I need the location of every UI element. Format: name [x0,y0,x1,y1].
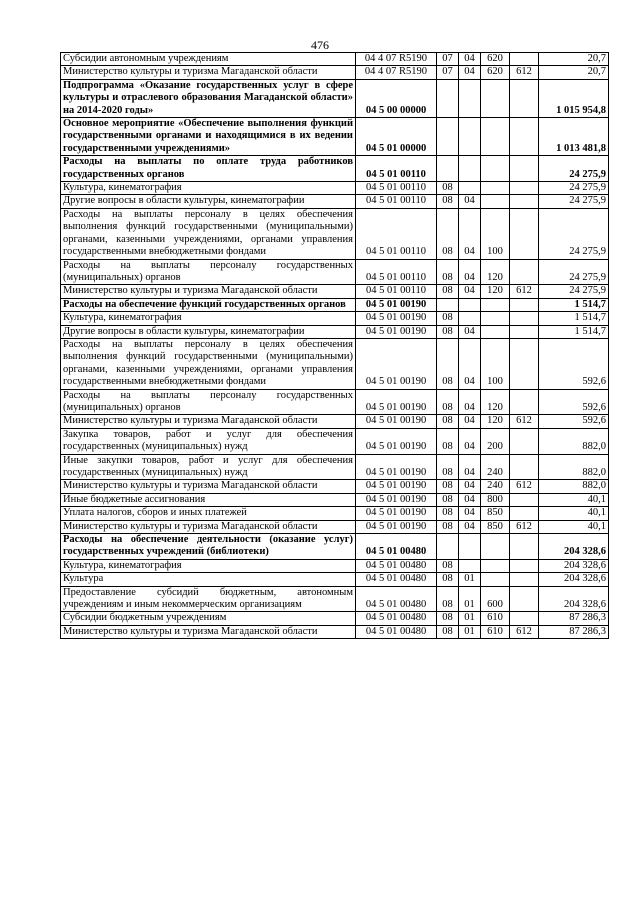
row-name-cell: Расходы на выплаты персоналу в целях обеспечения выполнения функций государственными (муниципальными) органами, казенными учреждениями, органами управления государственными внебюджетными фондами [61,338,356,389]
row-expense-type-cell: 240 [481,480,510,493]
row-expense-type-cell: 600 [481,586,510,612]
row-sum-cell: 24 275,9 [539,285,609,298]
table-row [61,259,609,285]
row-section-cell [437,79,459,117]
row-admin-cell [510,559,539,572]
row-subsection-cell: 04 [459,480,481,493]
row-name-cell: Основное мероприятие «Обеспечение выполнения функций государственными органами и находящимися в их ведении государственными учреждениями» [61,118,356,156]
row-expense-type-cell [481,156,510,182]
row-sum-cell: 204 328,6 [539,573,609,586]
row-csr-cell: 04 5 01 00190 [356,389,437,415]
row-subsection-cell [459,182,481,195]
row-section-cell: 08 [437,208,459,259]
row-subsection-cell [459,79,481,117]
row-csr-cell: 04 5 01 00110 [356,182,437,195]
row-csr-cell: 04 5 01 00190 [356,428,437,454]
row-expense-type-cell: 100 [481,208,510,259]
row-name-cell: Субсидии бюджетным учреждениям [61,612,356,625]
row-subsection-cell: 04 [459,285,481,298]
row-subsection-cell [459,559,481,572]
row-name-cell: Культура [61,573,356,586]
table-row [61,118,609,156]
row-admin-cell: 612 [510,520,539,533]
row-admin-cell: 612 [510,480,539,493]
row-sum-cell: 20,7 [539,53,609,66]
row-expense-type-cell: 850 [481,520,510,533]
row-name-cell: Расходы на выплаты по оплате труда работников государственных органов [61,156,356,182]
table-row [61,586,609,612]
row-name-cell: Культура, кинематография [61,312,356,325]
row-expense-type-cell [481,195,510,208]
table-row [61,534,609,560]
row-admin-cell [510,182,539,195]
row-expense-type-cell: 620 [481,66,510,79]
row-name-cell: Министерство культуры и туризма Магаданской области [61,285,356,298]
table-row [61,625,609,638]
row-sum-cell: 1 015 954,8 [539,79,609,117]
row-sum-cell: 1 514,7 [539,325,609,338]
table-row [61,338,609,389]
row-expense-type-cell: 200 [481,428,510,454]
row-expense-type-cell: 120 [481,259,510,285]
row-name-cell: Министерство культуры и туризма Магаданской области [61,480,356,493]
table-row [61,285,609,298]
row-admin-cell [510,325,539,338]
row-expense-type-cell [481,312,510,325]
budget-table [60,52,609,639]
row-csr-cell: 04 5 01 00480 [356,559,437,572]
row-sum-cell: 40,1 [539,507,609,520]
row-expense-type-cell [481,573,510,586]
row-subsection-cell: 01 [459,586,481,612]
row-section-cell: 08 [437,480,459,493]
row-section-cell: 08 [437,428,459,454]
row-admin-cell [510,586,539,612]
row-admin-cell [510,312,539,325]
row-section-cell: 07 [437,66,459,79]
row-admin-cell [510,298,539,311]
row-section-cell: 08 [437,259,459,285]
row-sum-cell: 24 275,9 [539,156,609,182]
row-admin-cell [510,208,539,259]
budget-table-body [61,53,609,639]
row-section-cell: 08 [437,573,459,586]
row-name-cell: Иные закупки товаров, работ и услуг для обеспечения государственных (муниципальных) нужд [61,454,356,480]
row-name-cell: Подпрограмма «Оказание государственных услуг в сфере культуры и отраслевого образования Магаданской области» на 2014-2020 годы» [61,79,356,117]
row-section-cell: 08 [437,415,459,428]
row-section-cell: 07 [437,53,459,66]
row-subsection-cell: 04 [459,53,481,66]
row-sum-cell: 882,0 [539,428,609,454]
row-csr-cell: 04 5 01 00480 [356,586,437,612]
row-csr-cell: 04 4 07 R5190 [356,53,437,66]
row-expense-type-cell: 610 [481,612,510,625]
row-csr-cell: 04 5 01 00480 [356,625,437,638]
row-name-cell: Другие вопросы в области культуры, кинематографии [61,325,356,338]
row-sum-cell: 40,1 [539,520,609,533]
row-sum-cell: 592,6 [539,338,609,389]
table-row [61,454,609,480]
row-admin-cell: 612 [510,415,539,428]
table-row [61,559,609,572]
row-subsection-cell [459,534,481,560]
row-sum-cell: 882,0 [539,454,609,480]
table-row [61,195,609,208]
row-expense-type-cell: 120 [481,415,510,428]
row-subsection-cell: 04 [459,325,481,338]
row-expense-type-cell [481,298,510,311]
row-name-cell: Расходы на выплаты персоналу в целях обеспечения выполнения функций государственными (муниципальными) органами, казенными учреждениями, органами управления государственными внебюджетными фондами [61,208,356,259]
row-expense-type-cell [481,79,510,117]
row-section-cell [437,118,459,156]
row-section-cell: 08 [437,195,459,208]
row-expense-type-cell: 850 [481,507,510,520]
page-number: 476 [311,38,329,52]
row-name-cell: Расходы на обеспечение деятельности (оказание услуг) государственных учреждений (библиотеки) [61,534,356,560]
table-row [61,389,609,415]
row-admin-cell: 612 [510,625,539,638]
row-csr-cell: 04 5 01 00000 [356,118,437,156]
row-name-cell: Культура, кинематография [61,559,356,572]
row-name-cell: Министерство культуры и туризма Магаданской области [61,415,356,428]
row-section-cell [437,534,459,560]
row-subsection-cell [459,156,481,182]
row-admin-cell [510,612,539,625]
table-row [61,325,609,338]
table-row [61,312,609,325]
table-row [61,208,609,259]
row-section-cell: 08 [437,325,459,338]
row-csr-cell: 04 5 01 00480 [356,534,437,560]
row-name-cell: Предоставление субсидий бюджетным, автономным учреждениям и иным некоммерческим организациям [61,586,356,612]
row-sum-cell: 1 514,7 [539,298,609,311]
table-row [61,507,609,520]
table-row [61,79,609,117]
row-sum-cell: 204 328,6 [539,534,609,560]
table-row [61,573,609,586]
row-sum-cell: 24 275,9 [539,208,609,259]
row-admin-cell [510,454,539,480]
row-csr-cell: 04 5 01 00190 [356,415,437,428]
row-csr-cell: 04 5 01 00190 [356,507,437,520]
table-row [61,53,609,66]
row-csr-cell: 04 5 00 00000 [356,79,437,117]
row-section-cell: 08 [437,625,459,638]
table-row [61,428,609,454]
row-section-cell [437,156,459,182]
row-section-cell: 08 [437,338,459,389]
row-admin-cell: 612 [510,285,539,298]
row-subsection-cell: 04 [459,338,481,389]
row-admin-cell: 612 [510,66,539,79]
row-subsection-cell: 04 [459,520,481,533]
row-admin-cell [510,338,539,389]
row-subsection-cell: 04 [459,389,481,415]
row-csr-cell: 04 5 01 00190 [356,312,437,325]
row-subsection-cell: 04 [459,259,481,285]
table-row [61,156,609,182]
table-row [61,415,609,428]
row-admin-cell [510,79,539,117]
row-csr-cell: 04 5 01 00190 [356,480,437,493]
row-name-cell: Министерство культуры и туризма Магаданской области [61,520,356,533]
row-csr-cell: 04 5 01 00110 [356,156,437,182]
row-expense-type-cell [481,534,510,560]
row-csr-cell: 04 5 01 00190 [356,298,437,311]
row-csr-cell: 04 5 01 00110 [356,285,437,298]
row-name-cell: Расходы на выплаты персоналу государственных (муниципальных) органов [61,389,356,415]
table-row [61,520,609,533]
row-csr-cell: 04 5 01 00190 [356,325,437,338]
row-expense-type-cell [481,118,510,156]
row-csr-cell: 04 5 01 00480 [356,612,437,625]
row-admin-cell [510,389,539,415]
row-expense-type-cell: 800 [481,493,510,506]
row-name-cell: Культура, кинематография [61,182,356,195]
row-subsection-cell: 04 [459,507,481,520]
row-expense-type-cell: 120 [481,389,510,415]
row-subsection-cell: 01 [459,625,481,638]
row-admin-cell [510,493,539,506]
row-sum-cell: 204 328,6 [539,559,609,572]
row-admin-cell [510,118,539,156]
row-section-cell: 08 [437,493,459,506]
row-admin-cell [510,195,539,208]
row-name-cell: Другие вопросы в области культуры, кинематографии [61,195,356,208]
row-csr-cell: 04 5 01 00110 [356,208,437,259]
row-section-cell: 08 [437,182,459,195]
row-sum-cell: 87 286,3 [539,612,609,625]
row-admin-cell [510,573,539,586]
row-name-cell: Расходы на выплаты персоналу государственных (муниципальных) органов [61,259,356,285]
row-subsection-cell: 04 [459,208,481,259]
row-subsection-cell: 04 [459,454,481,480]
row-section-cell [437,298,459,311]
table-row [61,480,609,493]
row-sum-cell: 40,1 [539,493,609,506]
row-subsection-cell: 04 [459,66,481,79]
row-csr-cell: 04 5 01 00190 [356,338,437,389]
row-section-cell: 08 [437,559,459,572]
row-sum-cell: 592,6 [539,389,609,415]
row-sum-cell: 1 514,7 [539,312,609,325]
row-sum-cell: 882,0 [539,480,609,493]
row-sum-cell: 87 286,3 [539,625,609,638]
row-csr-cell: 04 5 01 00110 [356,195,437,208]
row-sum-cell: 592,6 [539,415,609,428]
row-csr-cell: 04 5 01 00190 [356,454,437,480]
row-sum-cell: 24 275,9 [539,259,609,285]
row-expense-type-cell: 240 [481,454,510,480]
row-section-cell: 08 [437,454,459,480]
row-name-cell: Закупка товаров, работ и услуг для обеспечения государственных (муниципальных) нужд [61,428,356,454]
row-section-cell: 08 [437,312,459,325]
row-admin-cell [510,53,539,66]
row-section-cell: 08 [437,586,459,612]
row-subsection-cell: 01 [459,573,481,586]
row-subsection-cell: 01 [459,612,481,625]
row-section-cell: 08 [437,520,459,533]
row-name-cell: Субсидии автономным учреждениям [61,53,356,66]
row-expense-type-cell: 120 [481,285,510,298]
row-section-cell: 08 [437,285,459,298]
row-name-cell: Иные бюджетные ассигнования [61,493,356,506]
row-expense-type-cell [481,559,510,572]
table-row [61,298,609,311]
row-name-cell: Уплата налогов, сборов и иных платежей [61,507,356,520]
row-subsection-cell: 04 [459,195,481,208]
row-csr-cell: 04 5 01 00110 [356,259,437,285]
row-csr-cell: 04 5 01 00480 [356,573,437,586]
row-expense-type-cell: 100 [481,338,510,389]
row-sum-cell: 204 328,6 [539,586,609,612]
row-sum-cell: 24 275,9 [539,195,609,208]
row-subsection-cell [459,298,481,311]
row-name-cell: Министерство культуры и туризма Магаданской области [61,66,356,79]
row-subsection-cell [459,312,481,325]
row-expense-type-cell [481,182,510,195]
row-csr-cell: 04 5 01 00190 [356,520,437,533]
row-admin-cell [510,156,539,182]
row-section-cell: 08 [437,612,459,625]
row-subsection-cell: 04 [459,428,481,454]
row-sum-cell: 20,7 [539,66,609,79]
row-subsection-cell: 04 [459,415,481,428]
row-section-cell: 08 [437,389,459,415]
row-expense-type-cell: 610 [481,625,510,638]
table-row [61,66,609,79]
row-admin-cell [510,507,539,520]
row-csr-cell: 04 5 01 00190 [356,493,437,506]
row-expense-type-cell: 620 [481,53,510,66]
row-subsection-cell [459,118,481,156]
table-row [61,493,609,506]
row-admin-cell [510,259,539,285]
row-name-cell: Министерство культуры и туризма Магаданской области [61,625,356,638]
row-admin-cell [510,534,539,560]
row-section-cell: 08 [437,507,459,520]
table-row [61,612,609,625]
row-sum-cell: 1 013 481,8 [539,118,609,156]
row-sum-cell: 24 275,9 [539,182,609,195]
row-admin-cell [510,428,539,454]
row-expense-type-cell [481,325,510,338]
row-csr-cell: 04 4 07 R5190 [356,66,437,79]
row-name-cell: Расходы на обеспечение функций государственных органов [61,298,356,311]
row-subsection-cell: 04 [459,493,481,506]
table-row [61,182,609,195]
